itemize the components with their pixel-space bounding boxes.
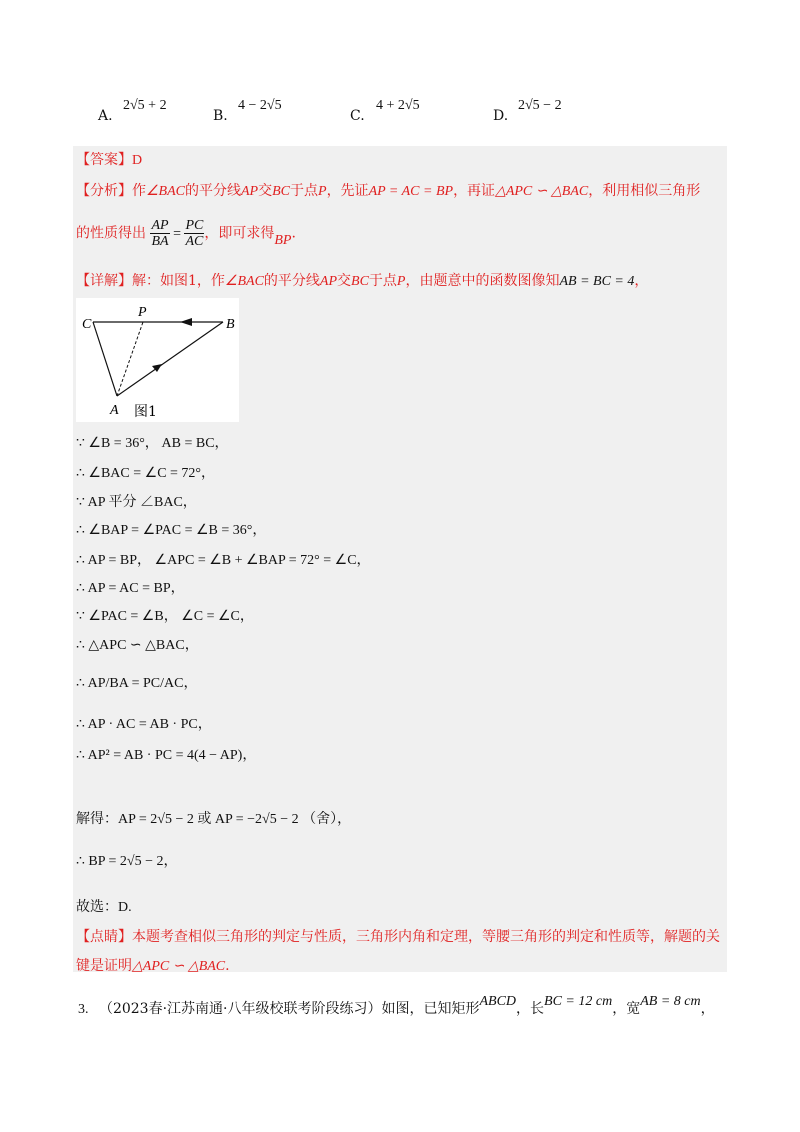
label-c: C: [82, 317, 92, 332]
analysis-text: 的性质得出: [76, 225, 146, 242]
question-math: AB = 8 cm: [640, 994, 701, 1009]
question-text: 如图，已知矩形: [381, 1001, 480, 1017]
fraction-denominator: AC: [185, 234, 204, 249]
question-number: 3.: [78, 1002, 89, 1017]
step-1: [76, 432, 229, 452]
label-a: A: [110, 403, 119, 418]
step-7: [76, 605, 254, 625]
step-3: [76, 491, 197, 511]
step-text: ∵ ∠PAC = ∠B， ∠C = ∠C，: [76, 609, 254, 624]
analysis-math: BP: [274, 232, 292, 248]
comment-text: 键是证明: [76, 958, 132, 974]
step-8: [76, 634, 199, 654]
step-12: [76, 808, 351, 828]
detail-math: ∠BAC: [224, 274, 264, 289]
step-text: ∴ AP/BA = PC/AC，: [76, 676, 198, 691]
step-6: [76, 577, 185, 597]
analysis-text: 交: [258, 183, 273, 199]
step-5: [76, 549, 371, 569]
fraction-numerator: PC: [185, 218, 204, 233]
comment-tag: 【点睛】: [76, 929, 132, 945]
detail-math: AB = BC = 4: [559, 274, 635, 289]
step-text: 故选：D.: [76, 900, 132, 915]
detail-math: P: [396, 274, 406, 289]
detail-line: [76, 270, 648, 290]
detail-text: ，由题意中的函数图像知: [405, 273, 560, 289]
question-text: ，: [700, 1001, 715, 1017]
step-9: [76, 672, 197, 692]
figure-caption: 图1: [134, 404, 157, 420]
fraction-pc-ac: [184, 218, 204, 249]
label-b: B: [226, 317, 235, 332]
step-text: ∴ ∠BAC = ∠C = 72°，: [76, 466, 216, 481]
step-4: [76, 519, 266, 539]
answer-value: D: [132, 153, 143, 168]
step-text: 解得：AP = 2√5 − 2 或 AP = −2√5 − 2 （舍），: [76, 812, 352, 827]
comment-math: △APC ∽ △BAC: [132, 959, 226, 974]
step-text: ∴ △APC ∽ △BAC，: [76, 638, 199, 653]
analysis-math: BC: [272, 184, 290, 199]
step-14: [76, 896, 132, 916]
analysis-text: 于点: [290, 183, 318, 199]
step-text: ∴ AP = BP， ∠APC = ∠B + ∠BAP = 72° = ∠C，: [76, 553, 371, 568]
detail-text: 解：如图1，作: [132, 273, 225, 289]
step-text: ∴ AP · AC = AB · PC，: [76, 717, 212, 732]
step-text: ∴ ∠BAP = ∠PAC = ∠B = 36°，: [76, 523, 267, 538]
detail-text: 的平分线: [263, 273, 320, 289]
segment-ab: [117, 322, 223, 396]
analysis-text: 作: [132, 183, 146, 199]
analysis-text: ，即可求得: [204, 225, 275, 242]
analysis-math: AP: [241, 184, 259, 199]
question-source: （2023春·江苏南通·八年级校联考阶段练习）: [98, 1001, 382, 1017]
analysis-math: AP = AC = BP: [368, 184, 454, 199]
analysis-math: P: [318, 184, 327, 199]
detail-math: BC: [351, 274, 369, 289]
question-3: [78, 994, 715, 1018]
step-text: ∴ AP = AC = BP，: [76, 581, 185, 596]
option-b-letter: B.: [213, 108, 228, 124]
question-text: ，宽: [612, 1001, 641, 1017]
question-text: ，长: [516, 1001, 545, 1017]
option-d-letter: D.: [493, 108, 509, 124]
triangle-diagram: [76, 298, 239, 422]
option-c-letter: C.: [350, 108, 365, 124]
fraction-ap-ba: [150, 218, 169, 249]
analysis-text: ，再证: [453, 183, 496, 199]
analysis-math: △APC ∽ △BAC: [495, 184, 589, 199]
answer-line: [76, 149, 142, 169]
option-a-letter: A.: [98, 108, 113, 124]
step-text: ∴ AP² = AB · PC = 4(4 − AP)，: [76, 748, 257, 763]
step-2: [76, 462, 215, 482]
comment-text: 本题考查相似三角形的判定与性质，三角形内角和定理，等腰三角形的判定和性质等，解题的关: [132, 929, 720, 945]
analysis-tag: 【分析】: [76, 183, 132, 199]
fraction-denominator: BA: [151, 234, 169, 249]
option-c-value: 4 + 2√5: [376, 98, 420, 113]
step-10: [76, 713, 212, 733]
answer-tag: 【答案】: [76, 152, 132, 168]
label-p: P: [138, 305, 147, 320]
analysis-text: ，先证: [326, 183, 369, 199]
analysis-text: ，利用相似三角形: [588, 183, 701, 199]
arrow-b-to-c: [180, 318, 192, 326]
step-11: [76, 744, 256, 764]
step-text: ∵ ∠B = 36°， AB = BC，: [76, 436, 229, 451]
step-text: ∴ BP = 2√5 − 2，: [76, 854, 178, 869]
step-13: [76, 850, 178, 870]
fraction-numerator: AP: [151, 218, 169, 233]
analysis-math: ∠BAC: [146, 184, 185, 199]
analysis-line-1: [76, 180, 700, 200]
step-text: ∵ AP 平分 ∠BAC，: [76, 495, 197, 510]
option-a-value: 2√5 + 2: [123, 98, 167, 113]
comment-line-1: [76, 926, 720, 946]
segment-ap: [117, 322, 143, 396]
analysis-line-2: 的性质得出 $\frac{AP}{BA}$ = $\frac{PC}{AC}$ ，即可求得BP.: [76, 218, 296, 249]
analysis-text: .: [291, 225, 296, 242]
comment-text: .: [225, 958, 230, 974]
detail-text: 交: [337, 273, 352, 289]
detail-math: AP: [319, 274, 338, 289]
segment-ca: [93, 322, 117, 396]
figure-1: [76, 298, 239, 422]
question-math: BC = 12 cm: [544, 994, 613, 1009]
analysis-text: 的平分线: [185, 183, 241, 199]
question-math: ABCD: [479, 994, 517, 1009]
option-b-value: 4 − 2√5: [238, 98, 282, 113]
option-d-value: 2√5 − 2: [518, 98, 562, 113]
comment-line-2: [76, 955, 230, 975]
detail-tag: 【详解】: [76, 273, 132, 289]
detail-text: 于点: [368, 273, 397, 289]
detail-text: ，: [634, 273, 649, 289]
